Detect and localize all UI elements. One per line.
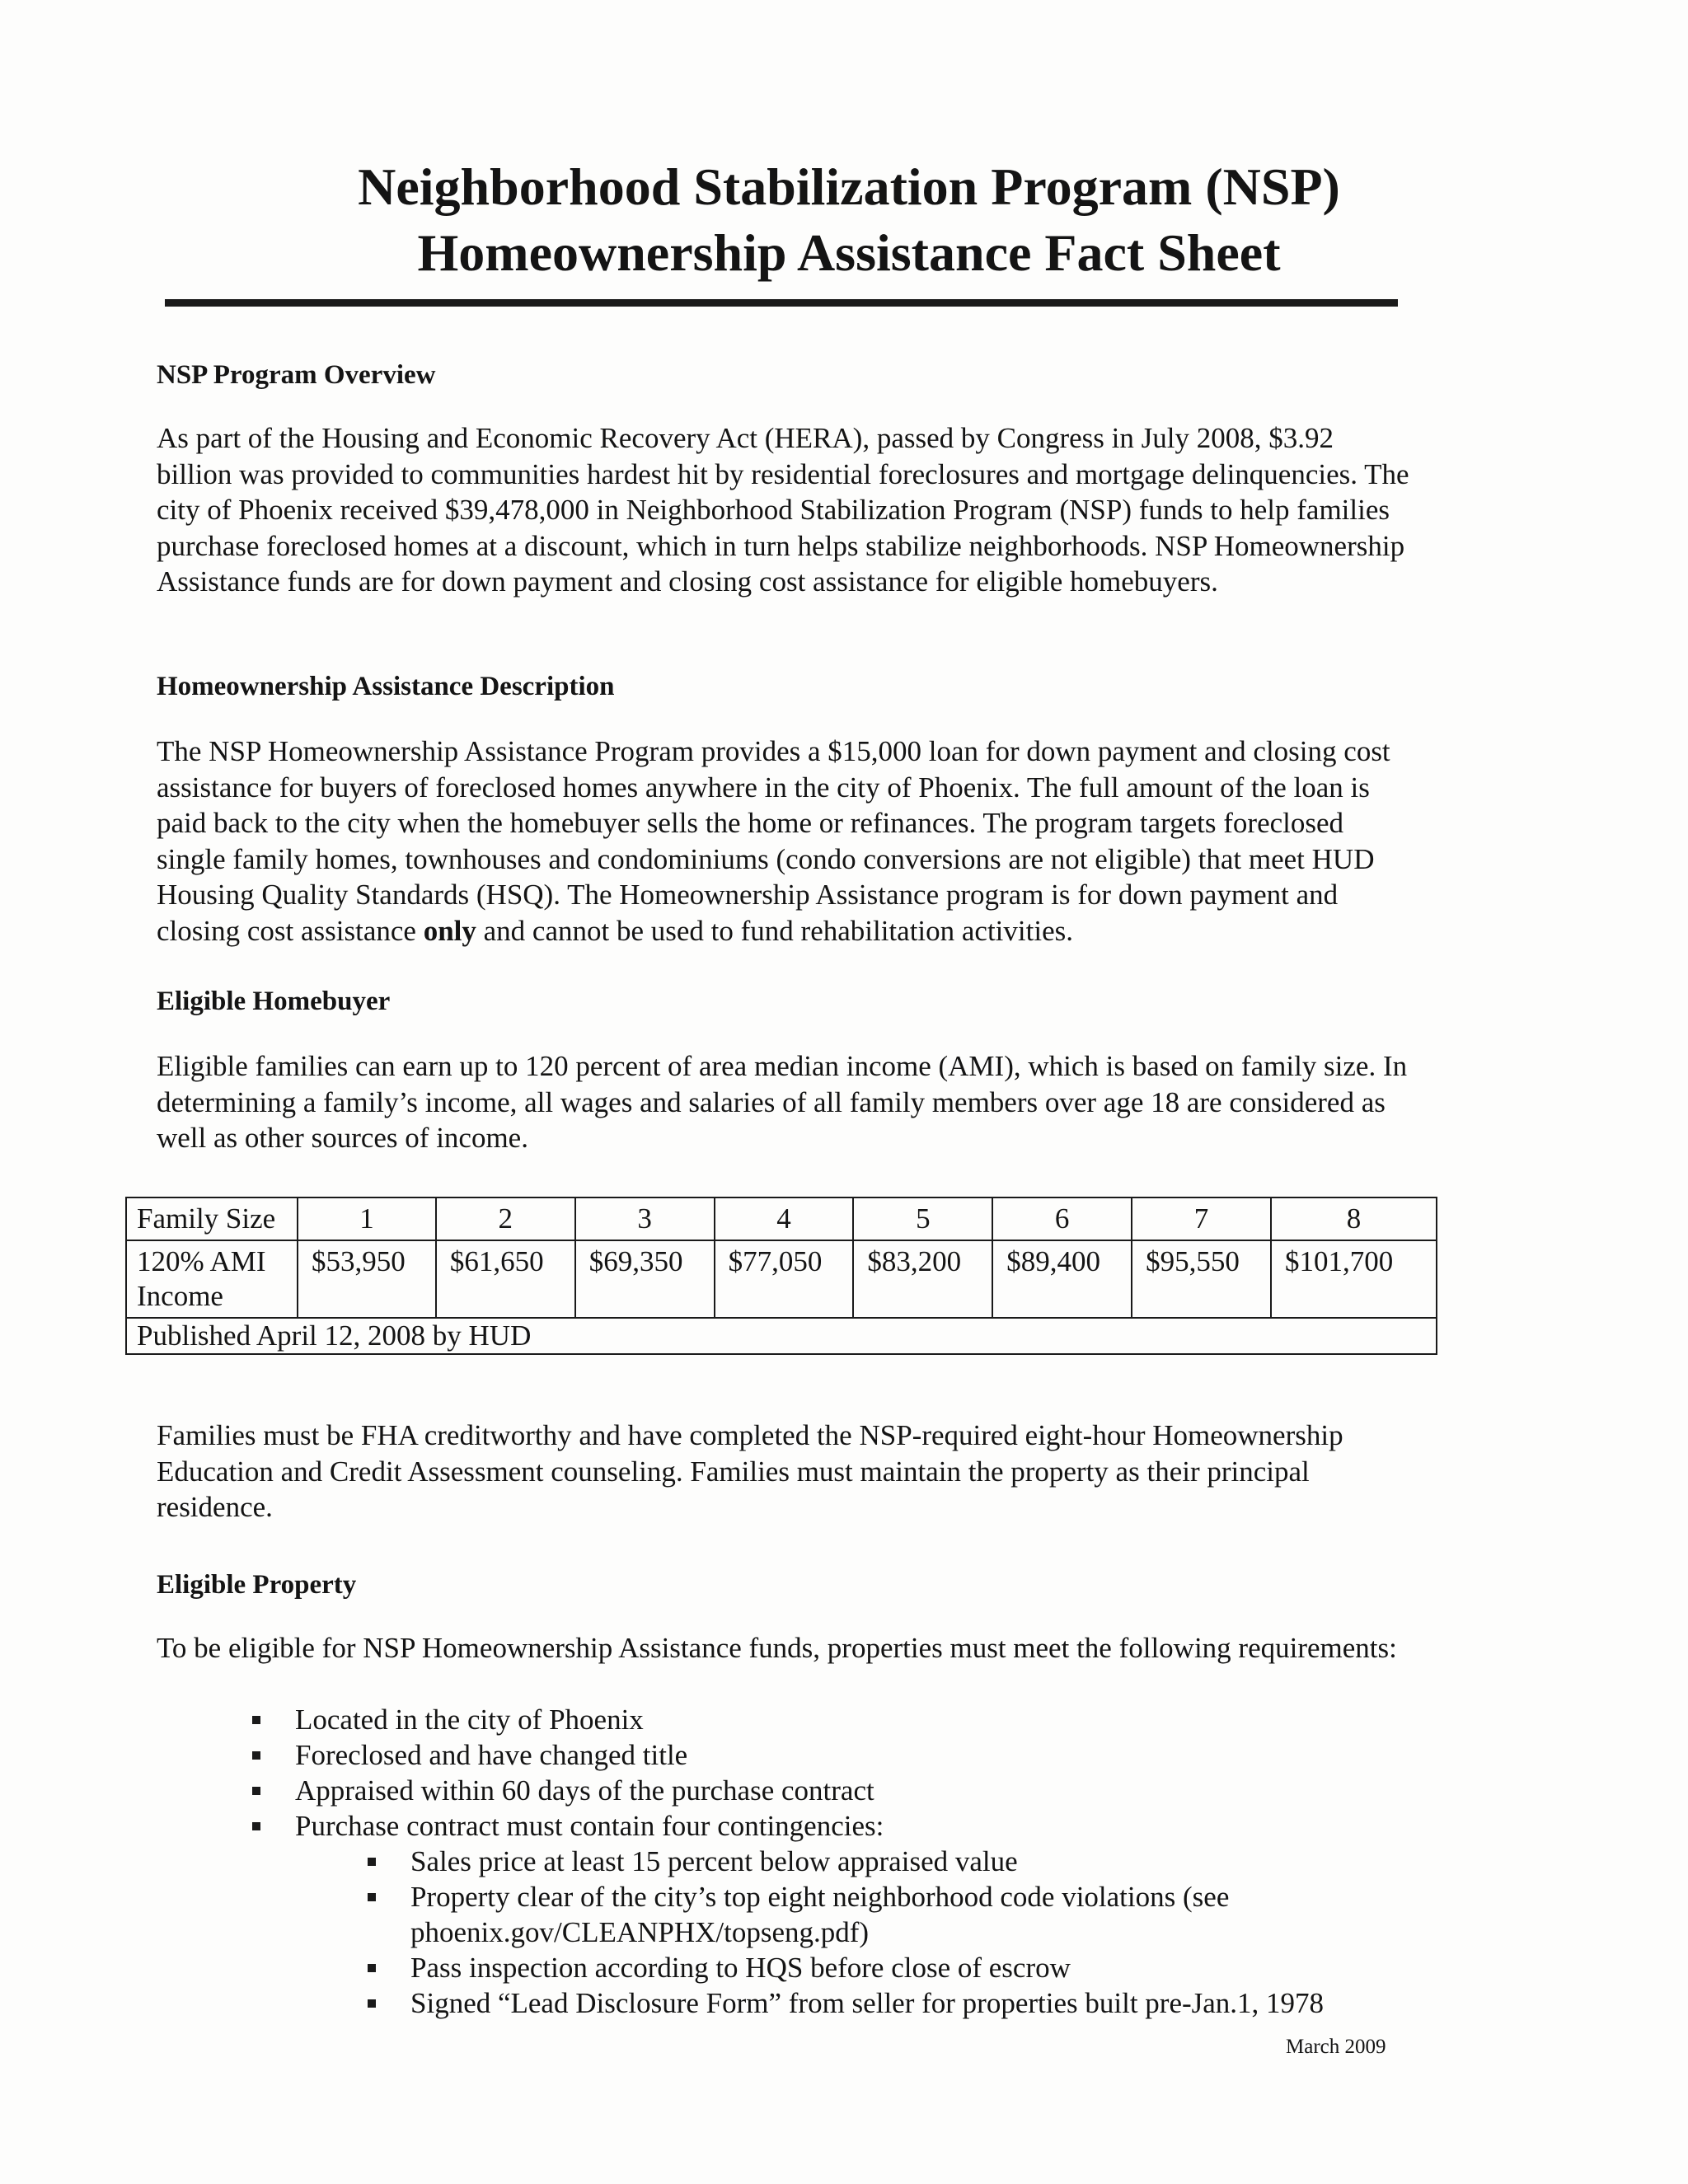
table-note-row <box>126 1318 1437 1354</box>
family-size-row <box>126 1197 1437 1240</box>
overview-paragraph: As part of the Housing and Economic Recovery Act (HERA), passed by Congress in July 2008, $3.92 billion was provided to communities hardest hit by residential foreclosures and mortgage delinquencies. The city of Phoenix received $39,478,000 in Neighborhood Stabilization Program (NSP) funds to help families purchase foreclosed homes at a discount, which in turn helps stabilize neighborhoods. NSP Homeownership Assistance funds are for down payment and closing cost assistance for eligible homebuyers. <box>157 422 1409 598</box>
family-size-cell: 6 <box>992 1197 1132 1240</box>
family-size-cell: 1 <box>298 1197 436 1240</box>
description-heading: Homeownership Assistance Description <box>157 672 615 701</box>
list-item: Located in the city of Phoenix <box>247 1702 884 1737</box>
description-text-after: and cannot be used to fund rehabilitation activities. <box>476 914 1073 947</box>
property-heading: Eligible Property <box>157 1570 357 1600</box>
page-title-line-2: Homeownership Assistance Fact Sheet <box>417 223 1281 282</box>
title-divider <box>165 299 1398 307</box>
family-size-cell: 7 <box>1132 1197 1271 1240</box>
family-size-cell: 4 <box>715 1197 854 1240</box>
description-text-before: The NSP Homeownership Assistance Program provides a $15,000 loan for down payment and closing cost assistance for buyers of foreclosed homes anywhere in the city of Phoenix. The full amount of the loan is paid back to the city when the homebuyer sells the home or refinances. The program targets foreclosed single family homes, townhouses and condominiums (condo conversions are not eligible) that meet HUD Housing Quality Standards (HSQ). The Homeownership Assistance program is for down payment and closing cost assistance <box>157 735 1390 947</box>
list-item <box>247 1808 884 1844</box>
ami-income-cell: $89,400 <box>992 1240 1132 1318</box>
list-item: Sales price at least 15 percent below appraised value <box>363 1844 1434 1879</box>
contingencies-list <box>363 1844 1434 2021</box>
ami-income-cell: $83,200 <box>853 1240 992 1318</box>
overview-heading: NSP Program Overview <box>157 360 436 390</box>
list-item: Appraised within 60 days of the purchase contract <box>247 1773 884 1808</box>
homebuyer-paragraph: Eligible families can earn up to 120 percent of area median income (AMI), which is based on family size. In determining a family’s income, all wages and salaries of all family members over age 18 are considered as well as other sources of income. <box>157 1050 1408 1154</box>
property-requirements-list <box>247 1702 884 1844</box>
list-item: Pass inspection according to HQS before close of escrow <box>363 1950 1434 1985</box>
ami-income-cell: $61,650 <box>436 1240 575 1318</box>
homebuyer-heading: Eligible Homebuyer <box>157 987 391 1016</box>
description-emphasis: only <box>423 914 476 947</box>
ami-income-label: 120% AMI Income <box>126 1240 298 1318</box>
family-size-cell: 5 <box>853 1197 992 1240</box>
ami-income-cell: $95,550 <box>1132 1240 1271 1318</box>
footer-date: March 2009 <box>1286 2036 1386 2058</box>
family-size-cell: 3 <box>575 1197 715 1240</box>
ami-income-table <box>125 1197 1437 1355</box>
ami-income-cell: $53,950 <box>298 1240 436 1318</box>
ami-income-cell: $69,350 <box>575 1240 715 1318</box>
list-item-label: Purchase contract must contain four contingencies: <box>295 1810 884 1842</box>
ami-income-cell: $77,050 <box>715 1240 854 1318</box>
list-item: Property clear of the city’s top eight neighborhood code violations (see phoenix.gov/CLEANPHX/topseng.pdf) <box>363 1879 1434 1950</box>
family-size-cell: 2 <box>436 1197 575 1240</box>
ami-income-row <box>126 1240 1437 1318</box>
table-source-note: Published April 12, 2008 by HUD <box>126 1318 1437 1354</box>
property-intro: To be eligible for NSP Homeownership Assistance funds, properties must meet the following requirements: <box>157 1632 1397 1664</box>
family-size-label: Family Size <box>126 1197 298 1240</box>
list-item: Foreclosed and have changed title <box>247 1737 884 1773</box>
family-size-cell: 8 <box>1271 1197 1437 1240</box>
list-item: Signed “Lead Disclosure Form” from seller for properties built pre-Jan.1, 1978 <box>363 1985 1434 2021</box>
homebuyer-requirements-paragraph: Families must be FHA creditworthy and have completed the NSP-required eight-hour Homeownership Education and Credit Assessment counseling. Families must maintain the property as their principal residence. <box>157 1419 1343 1523</box>
ami-income-cell: $101,700 <box>1271 1240 1437 1318</box>
page-title-line-1: Neighborhood Stabilization Program (NSP) <box>358 157 1340 216</box>
description-paragraph <box>157 733 1409 949</box>
